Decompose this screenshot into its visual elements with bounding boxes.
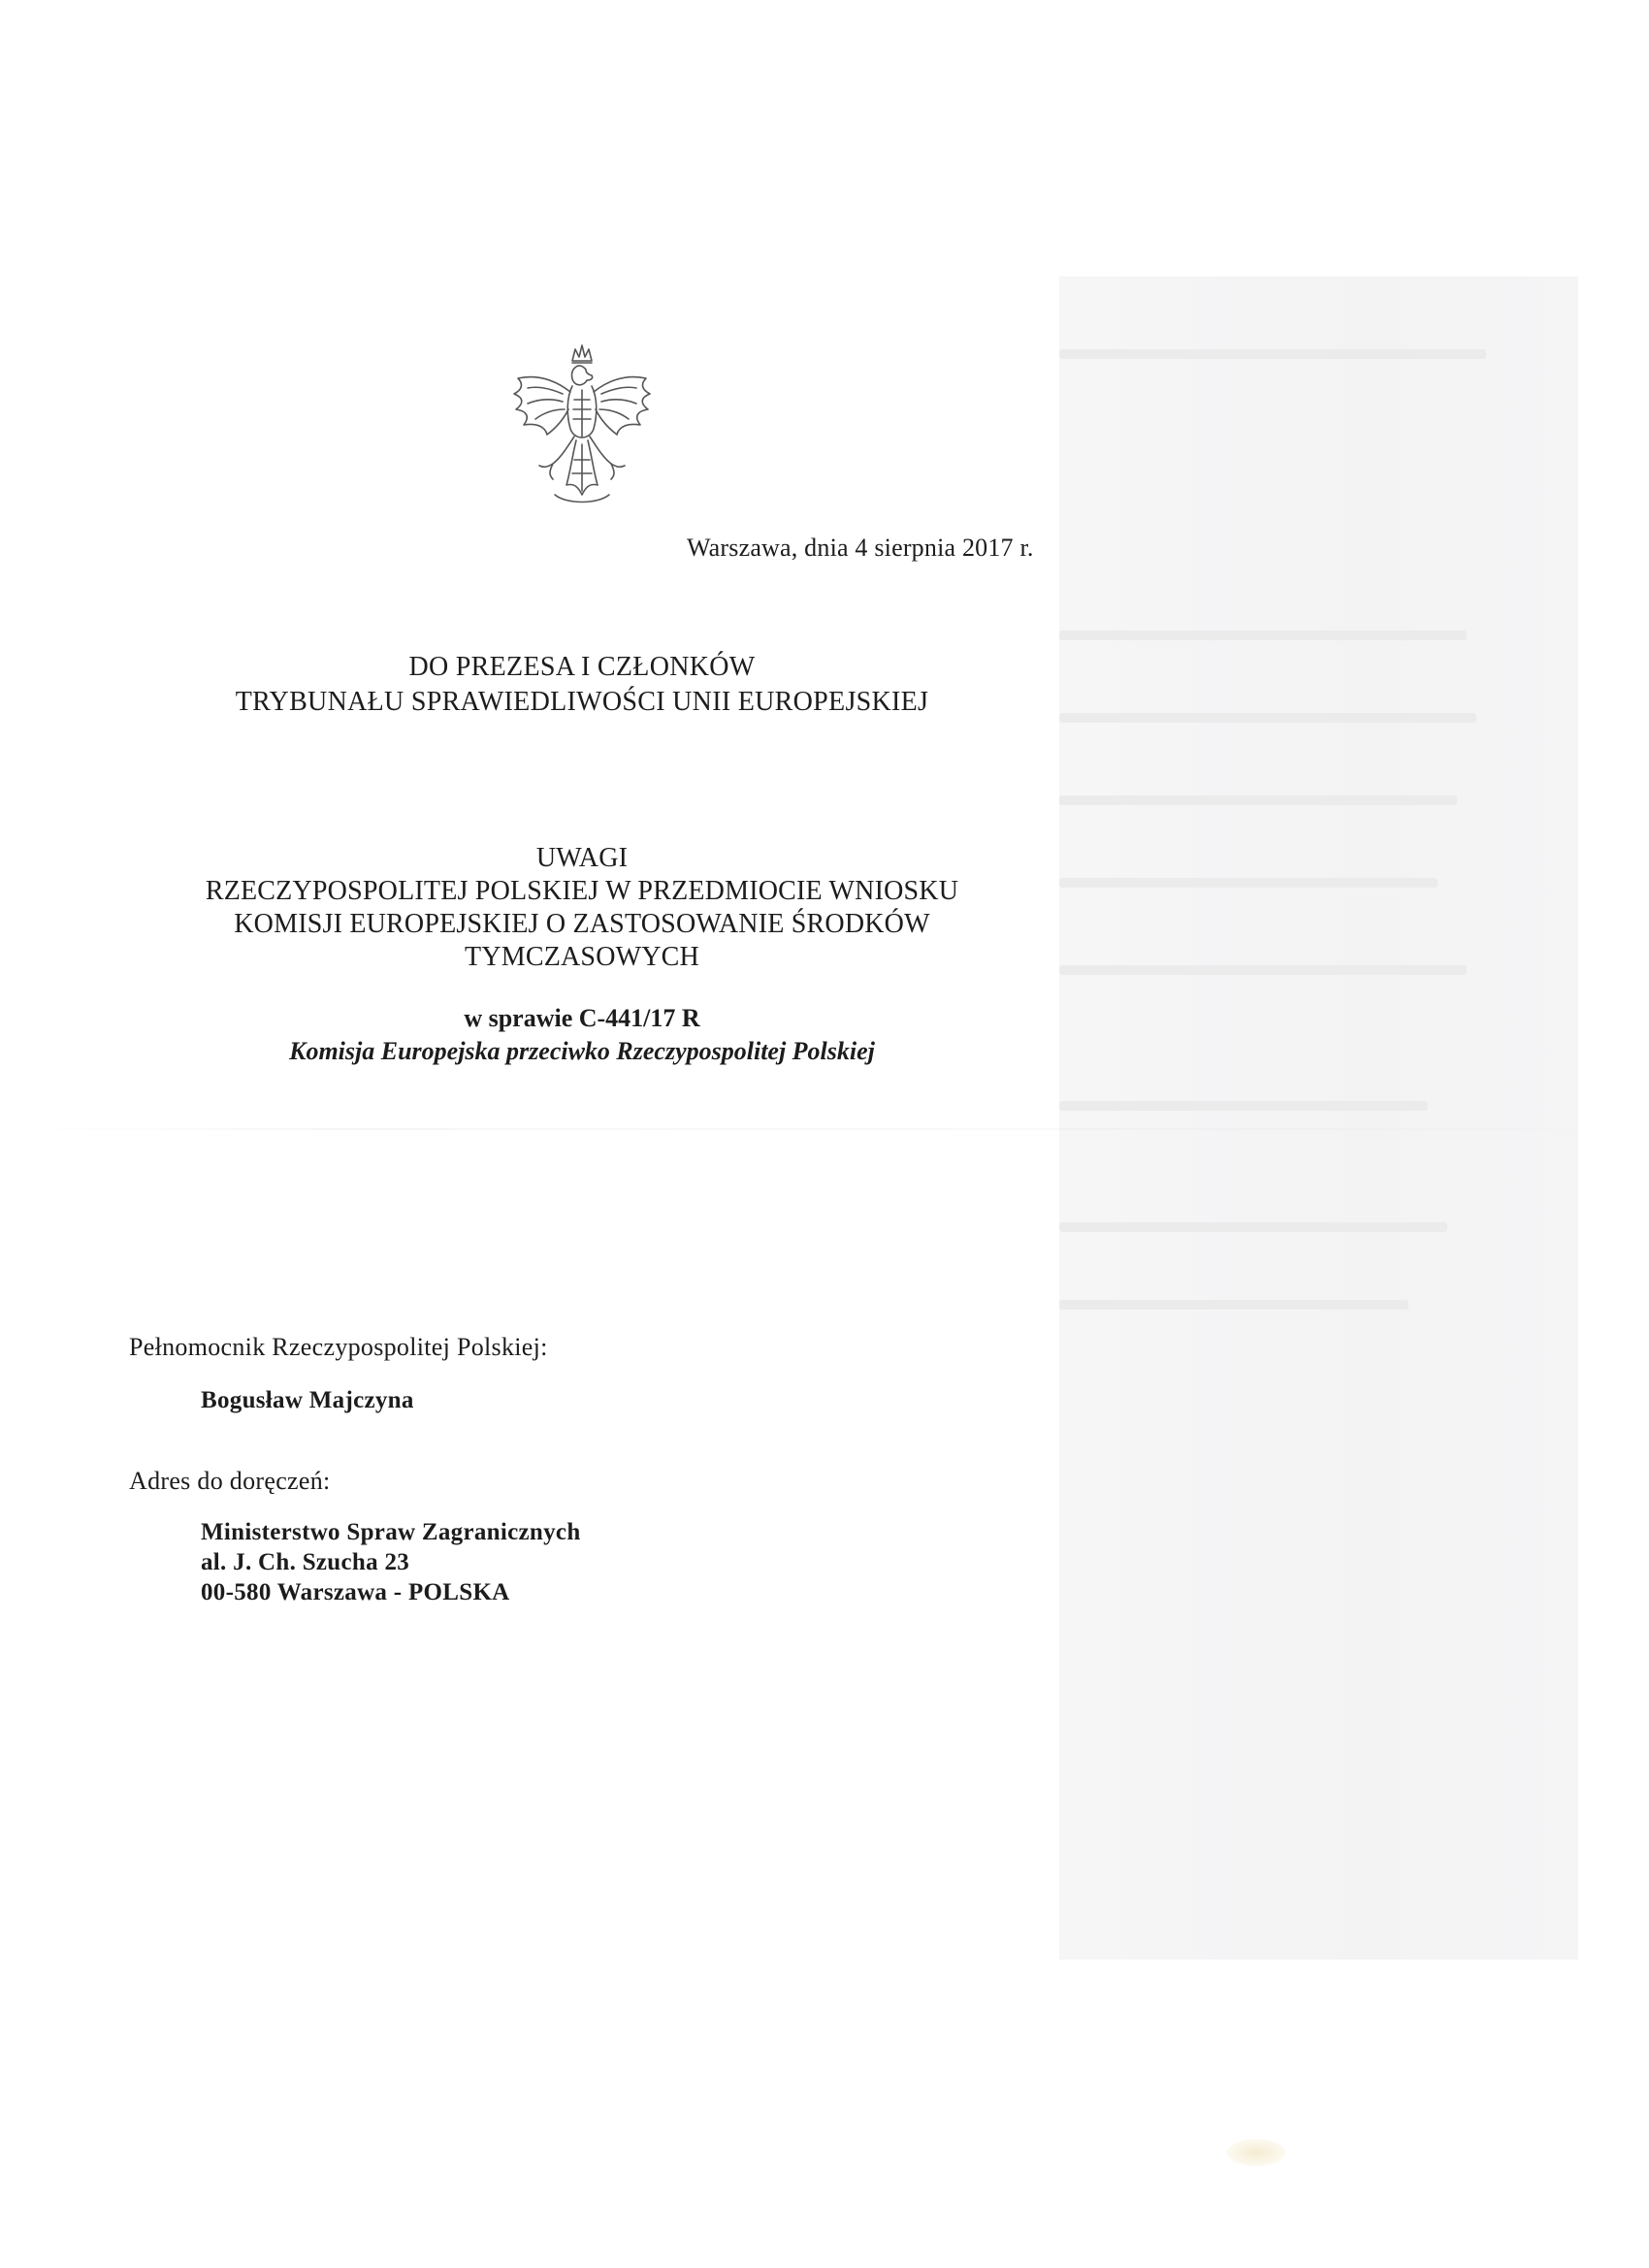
bleed-line bbox=[1059, 631, 1467, 640]
title-line: UWAGI bbox=[535, 843, 629, 873]
bleed-line bbox=[1059, 1101, 1428, 1111]
address-line: Ministerstwo Spraw Zagranicznych bbox=[201, 1519, 581, 1545]
case-number: w sprawie C-441/17 R bbox=[464, 1004, 700, 1032]
document-date: Warszawa, dnia 4 sierpnia 2017 r. bbox=[687, 534, 1034, 562]
paper-stain bbox=[1227, 2139, 1285, 2166]
polish-white-eagle-emblem-icon bbox=[485, 340, 679, 514]
case-parties: Komisja Europejska przeciwko Rzeczypospolitej Polskiej bbox=[289, 1037, 875, 1065]
paper-fold-line bbox=[0, 1128, 1649, 1130]
agent-label: Pełnomocnik Rzeczypospolitej Polskiej: bbox=[129, 1333, 548, 1361]
title-line: KOMISJI EUROPEJSKIEJ O ZASTOSOWANIE ŚRODKÓW bbox=[234, 909, 930, 939]
bleed-line bbox=[1059, 878, 1438, 888]
address-line: al. J. Ch. Szucha 23 bbox=[201, 1549, 410, 1575]
document-title bbox=[146, 842, 1018, 974]
addressee-line: DO PREZESA I CZŁONKÓW bbox=[408, 652, 756, 682]
service-address-label: Adres do doręczeń: bbox=[129, 1467, 331, 1495]
bleed-line bbox=[1059, 349, 1486, 359]
case-reference bbox=[146, 1002, 1018, 1068]
bleed-line bbox=[1059, 795, 1457, 805]
bleed-line bbox=[1059, 1222, 1447, 1232]
address-line: 00-580 Warszawa - POLSKA bbox=[201, 1579, 510, 1605]
addressee-block bbox=[146, 650, 1018, 720]
addressee-line: TRYBUNAŁU SPRAWIEDLIWOŚCI UNII EUROPEJSKIEJ bbox=[235, 687, 929, 717]
title-line: TYMCZASOWYCH bbox=[465, 942, 699, 972]
bleed-line bbox=[1059, 713, 1476, 723]
bleed-line bbox=[1059, 1300, 1408, 1310]
bleed-line bbox=[1059, 965, 1467, 975]
agent-name: Bogusław Majczyna bbox=[201, 1387, 414, 1413]
title-line: RZECZYPOSPOLITEJ POLSKIEJ W PRZEDMIOCIE WNIOSKU bbox=[205, 876, 959, 906]
reverse-page-bleed-through bbox=[1059, 276, 1578, 1960]
